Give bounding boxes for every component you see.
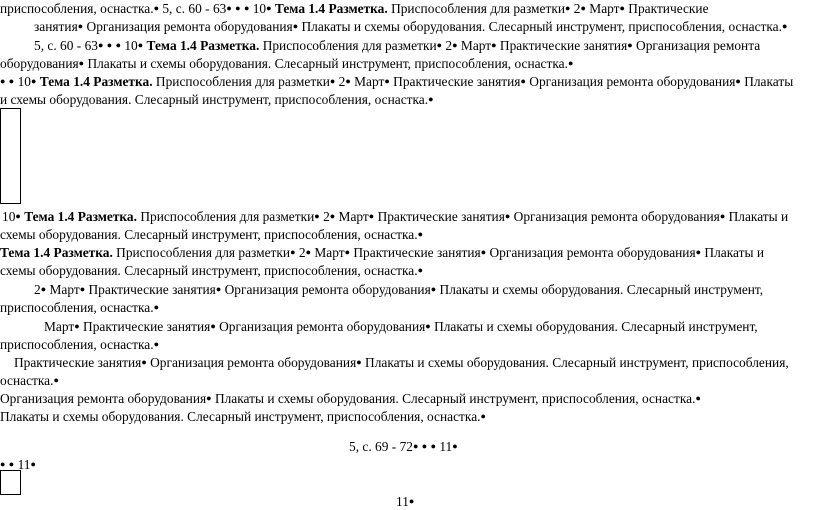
text-line-4 bbox=[0, 55, 573, 72]
text-line-20 bbox=[0, 456, 36, 473]
bullet-icon: ● bbox=[428, 94, 434, 104]
text-segment: Организация ремонта оборудования bbox=[83, 19, 293, 34]
text-segment: приспособления, оснастка. bbox=[0, 337, 154, 352]
text-segment: 11 bbox=[436, 439, 453, 454]
bullet-icon: ● bbox=[356, 357, 362, 367]
bullet-icon: ● bbox=[30, 76, 37, 86]
bullet-icon: ● bbox=[115, 40, 121, 50]
bullet-icon: ● bbox=[619, 3, 625, 13]
text-segment: Приспособления для разметки bbox=[152, 74, 330, 89]
bullet-icon: ● bbox=[344, 247, 351, 257]
bullet-icon: ● bbox=[78, 58, 85, 68]
text-segment: Плакаты и схемы оборудования. Слесарный инструмент, bbox=[430, 319, 758, 334]
text-segment: 11 bbox=[14, 457, 31, 472]
text-segment: Плакаты и схемы оборудования. Слесарный инструмент, приспособления, оснастка. bbox=[298, 19, 782, 34]
bullet-icon: ● bbox=[695, 247, 702, 257]
text-segment: Организация ремонта оборудования bbox=[221, 282, 431, 297]
bullet-icon: ● bbox=[735, 76, 741, 86]
bullet-icon: ● bbox=[565, 3, 571, 13]
text-line-1 bbox=[0, 0, 709, 17]
bullet-icon: ● bbox=[627, 40, 633, 50]
text-segment: Март bbox=[457, 38, 492, 53]
bullet-icon: ● bbox=[206, 393, 212, 403]
text-segment: 2 bbox=[442, 38, 453, 53]
text-segment: 10 bbox=[249, 1, 267, 16]
text-line-16 bbox=[0, 372, 59, 389]
text-line-18 bbox=[0, 408, 486, 425]
topic-heading: Тема 1.4 Разметка. bbox=[146, 38, 260, 53]
bullet-icon: ● bbox=[53, 375, 59, 385]
bullet-icon: ● bbox=[153, 339, 160, 349]
text-segment: Плакаты и схемы оборудования. Слесарный инструмент, bbox=[436, 282, 764, 297]
bullet-icon: ● bbox=[153, 302, 160, 312]
text-segment: Практические занятия bbox=[85, 282, 216, 297]
text-line-17 bbox=[0, 390, 701, 407]
text-segment: 5, с. 60 - 63 bbox=[34, 38, 98, 53]
text-segment: Плакаты и схемы оборудования. Слесарный инструмент, приспособления, bbox=[361, 355, 789, 370]
text-segment: Организация ремонта оборудования bbox=[525, 74, 736, 89]
text-line-11 bbox=[34, 281, 763, 298]
text-line-12 bbox=[0, 299, 159, 316]
bullet-icon: ● bbox=[226, 3, 232, 13]
bullet-icon: ● bbox=[97, 40, 104, 50]
bullet-icon: ● bbox=[430, 441, 436, 451]
bullet-icon: ● bbox=[384, 76, 390, 86]
text-segment: Март bbox=[585, 1, 620, 16]
text-segment: Практические занятия bbox=[389, 74, 521, 89]
text-segment: оснастка. bbox=[0, 373, 54, 388]
text-segment: 2 bbox=[319, 209, 330, 224]
bullet-icon: ● bbox=[421, 441, 428, 451]
bullet-icon: ● bbox=[504, 211, 511, 221]
bullet-icon: ● bbox=[452, 40, 458, 50]
text-segment: Организация ремонта оборудования bbox=[0, 391, 207, 406]
bullet-icon: ● bbox=[243, 3, 250, 13]
bullet-icon: ● bbox=[480, 247, 487, 257]
text-segment: Практические занятия bbox=[496, 38, 628, 53]
text-segment: Март bbox=[46, 282, 80, 297]
text-line-9 bbox=[0, 244, 764, 261]
bullet-icon: ● bbox=[329, 76, 336, 86]
text-segment: Организация ремонта оборудования bbox=[486, 245, 696, 260]
text-segment: и схемы оборудования. Слесарный инструмент, приспособления, оснастка. bbox=[0, 92, 429, 107]
text-segment: Март bbox=[350, 74, 385, 89]
bullet-icon: ● bbox=[412, 441, 419, 451]
text-segment: схемы оборудования. Слесарный инструмент, приспособления, оснастка. bbox=[0, 227, 418, 242]
text-segment: Плакаты и схемы оборудования. Слесарный инструмент, приспособления, оснастка. bbox=[0, 409, 481, 424]
bullet-icon: ● bbox=[314, 211, 320, 221]
bullet-icon: ● bbox=[137, 40, 144, 50]
text-line-6 bbox=[0, 91, 434, 108]
text-segment: 2 bbox=[295, 245, 306, 260]
bullet-icon: ● bbox=[329, 211, 336, 221]
text-segment: Практические занятия bbox=[350, 245, 481, 260]
table-cell-frame bbox=[0, 108, 21, 204]
text-segment: 2 bbox=[335, 74, 346, 89]
bullet-icon: ● bbox=[417, 265, 424, 275]
text-line-2 bbox=[34, 18, 787, 35]
text-segment: Март bbox=[44, 319, 75, 334]
bullet-icon: ● bbox=[235, 3, 241, 13]
bullet-icon: ● bbox=[210, 321, 216, 331]
text-segment: Практические занятия bbox=[14, 355, 142, 370]
bullet-icon: ● bbox=[695, 393, 701, 403]
text-segment: Приспособления для разметки bbox=[136, 209, 315, 224]
bullet-icon: ● bbox=[781, 21, 788, 31]
text-segment: Организация ремонта оборудования bbox=[146, 355, 357, 370]
bullet-icon: ● bbox=[292, 21, 299, 31]
text-line-19 bbox=[349, 438, 458, 455]
text-segment: Приспособления для разметки bbox=[112, 245, 291, 260]
bullet-icon: ● bbox=[290, 247, 296, 257]
text-line-14 bbox=[0, 336, 159, 353]
table-cell-frame-small bbox=[0, 470, 21, 495]
text-segment: Организация ремонта bbox=[632, 38, 761, 53]
bullet-icon: ● bbox=[491, 40, 497, 50]
bullet-icon: ● bbox=[79, 284, 86, 294]
text-segment: оборудования bbox=[0, 56, 79, 71]
text-segment: Организация ремонта оборудования bbox=[510, 209, 720, 224]
topic-heading: Тема 1.4 Разметка. bbox=[24, 209, 137, 224]
text-segment: Практические bbox=[624, 1, 709, 16]
text-segment: Плакаты и bbox=[701, 245, 764, 260]
bullet-icon: ● bbox=[15, 211, 21, 221]
text-line-5 bbox=[0, 73, 793, 90]
text-line-21 bbox=[396, 493, 414, 510]
bullet-icon: ● bbox=[8, 459, 15, 469]
bullet-icon: ● bbox=[77, 21, 84, 31]
text-segment: занятия bbox=[34, 19, 78, 34]
bullet-icon: ● bbox=[305, 247, 312, 257]
topic-heading: Тема 1.4 Разметка. bbox=[39, 74, 153, 89]
bullet-icon: ● bbox=[452, 441, 458, 451]
text-line-8 bbox=[0, 226, 423, 243]
text-segment: Март bbox=[335, 209, 369, 224]
bullet-icon: ● bbox=[0, 459, 6, 469]
topic-heading: Тема 1.4 Разметка. bbox=[274, 1, 388, 16]
text-segment: 10 bbox=[121, 38, 138, 53]
bullet-icon: ● bbox=[368, 211, 375, 221]
text-segment: Практические занятия bbox=[79, 319, 211, 334]
bullet-icon: ● bbox=[153, 3, 160, 13]
text-line-13 bbox=[44, 318, 758, 335]
bullet-icon: ● bbox=[141, 357, 147, 367]
bullet-icon: ● bbox=[417, 229, 424, 239]
bullet-icon: ● bbox=[580, 3, 586, 13]
text-line-10 bbox=[0, 262, 423, 279]
text-segment: Организация ремонта оборудования bbox=[215, 319, 426, 334]
text-segment: 5, с. 60 - 63 bbox=[159, 1, 227, 16]
text-segment: схемы оборудования. Слесарный инструмент, приспособления, оснастка. bbox=[0, 263, 418, 278]
text-segment: 10 bbox=[2, 209, 16, 224]
text-line-3 bbox=[34, 37, 760, 54]
text-segment: Плакаты и схемы оборудования. Слесарный инструмент, приспособления, оснастка. bbox=[211, 391, 696, 406]
bullet-icon: ● bbox=[436, 40, 443, 50]
text-segment: Март bbox=[311, 245, 345, 260]
text-line-15 bbox=[14, 354, 789, 371]
bullet-icon: ● bbox=[0, 76, 6, 86]
bullet-icon: ● bbox=[345, 76, 351, 86]
topic-heading: Тема 1.4 Разметка. bbox=[0, 245, 113, 260]
bullet-icon: ● bbox=[40, 284, 47, 294]
text-segment: приспособления, оснастка. bbox=[0, 1, 154, 16]
text-segment: 5, с. 69 - 72 bbox=[349, 439, 413, 454]
text-segment: Приспособления для разметки bbox=[259, 38, 437, 53]
text-segment: 2 bbox=[34, 282, 41, 297]
bullet-icon: ● bbox=[520, 76, 526, 86]
text-segment: 11 bbox=[396, 494, 409, 509]
bullet-icon: ● bbox=[480, 411, 486, 421]
text-segment: Плакаты и bbox=[725, 209, 789, 224]
text-segment: Плакаты bbox=[740, 74, 794, 89]
bullet-icon: ● bbox=[719, 211, 726, 221]
bullet-icon: ● bbox=[8, 76, 15, 86]
bullet-icon: ● bbox=[106, 40, 113, 50]
text-segment: Приспособления для разметки bbox=[387, 1, 566, 16]
bullet-icon: ● bbox=[266, 3, 272, 13]
bullet-icon: ● bbox=[408, 496, 415, 506]
bullet-icon: ● bbox=[215, 284, 222, 294]
bullet-icon: ● bbox=[30, 459, 36, 469]
bullet-icon: ● bbox=[567, 58, 574, 68]
text-segment: 10 bbox=[14, 74, 31, 89]
text-segment: приспособления, оснастка. bbox=[0, 300, 154, 315]
bullet-icon: ● bbox=[74, 321, 80, 331]
text-line-7 bbox=[2, 208, 788, 225]
text-segment: Практические занятия bbox=[374, 209, 505, 224]
bullet-icon: ● bbox=[430, 284, 437, 294]
text-segment: 2 bbox=[570, 1, 581, 16]
text-segment: Плакаты и схемы оборудования. Слесарный инструмент, приспособления, оснастка. bbox=[84, 56, 568, 71]
bullet-icon: ● bbox=[425, 321, 431, 331]
